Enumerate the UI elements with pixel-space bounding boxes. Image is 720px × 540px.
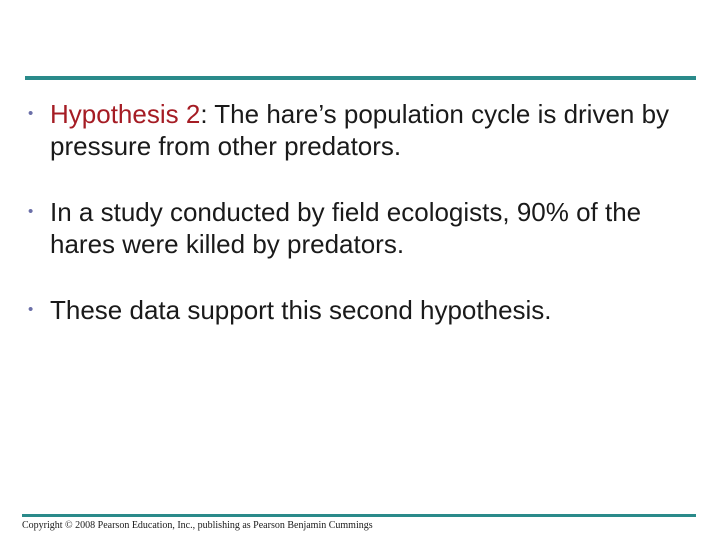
bullet-text: These data support this second hypothesis. bbox=[50, 295, 552, 325]
copyright-notice: Copyright © 2008 Pearson Education, Inc., publishing as Pearson Benjamin Cummings bbox=[22, 520, 373, 531]
bullet-list bbox=[28, 98, 698, 326]
top-divider bbox=[25, 76, 696, 80]
bullet-hypothesis bbox=[28, 98, 698, 162]
bullet-marker: • bbox=[28, 301, 34, 318]
hypothesis-label: Hypothesis 2 bbox=[50, 99, 201, 129]
bullet-marker: • bbox=[28, 105, 34, 122]
bullet-conclusion bbox=[28, 294, 698, 326]
bullet-text: In a study conducted by field ecologists, 90% of the hares were killed by predators. bbox=[50, 197, 642, 259]
bullet-text: : The hare’s population cycle is driven by pressure from other predators. bbox=[50, 99, 670, 161]
bullet-study bbox=[28, 196, 698, 260]
bullet-marker: • bbox=[28, 203, 34, 220]
bottom-divider bbox=[22, 514, 696, 517]
